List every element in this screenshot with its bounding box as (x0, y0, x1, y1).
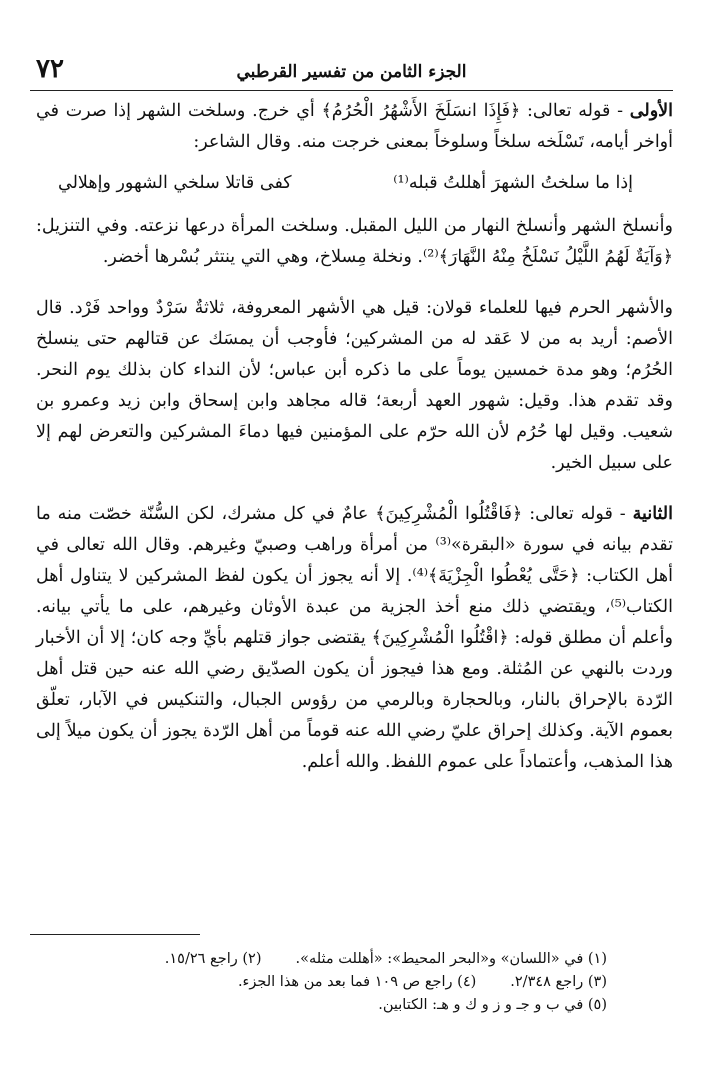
running-title: الجزء الثامن من تفسير القرطبي (236, 62, 467, 82)
paragraph-first (36, 96, 673, 158)
footnote-row (30, 948, 607, 971)
footnote-5: (٥) في ب و جـ و ز و ك و هـ: الكتابين. (378, 997, 607, 1013)
paragraph-fourth (36, 499, 673, 778)
verse-first-hemistich: إذا ما سلختُ الشهرَ أهللتُ قبله⁽¹⁾ (393, 173, 633, 193)
running-header (30, 54, 673, 91)
paragraph-second: وأنسلخ الشهر وأنسلخ النهار من الليل المقبل. وسلخت المرأة درعها نزعته. وفي التنزيل: ﴿وَآيَةٌ لَهُمُ اللَّيْلُ نَسْلَخُ مِنْهُ النَّهَارَ﴾⁽²⁾. ونخلة مِسلاخ، وهي التي ينتثر بُسْرها أخضر. (36, 216, 673, 267)
footnotes (30, 948, 607, 1017)
footnote-4: (٤) راجع ص ١٠٩ فما بعد من هذا الجزء. (237, 974, 477, 990)
footnote-3: (٣) راجع ٢/٣٤٨. (510, 974, 607, 990)
paragraph-lead: الثانية (632, 504, 673, 524)
verse-second-hemistich: كفى قاتلا سلخي الشهور وإهلالي (58, 173, 292, 193)
footnote-row (30, 994, 607, 1017)
poetry-verse (36, 158, 673, 211)
page-number: ٧٢ (36, 54, 64, 84)
main-text (36, 96, 673, 778)
paragraph-text: - قوله تعالى: ﴿فَإِذَا انسَلَخَ الأَشْهُرُ الْحُرُمُ﴾ أي خرج. وسلخت الشهر إذا صرت في أواخر أيامه، تَسْلَخه سلخاً وسلوخاً بمعنى خرجت منه. وقال الشاعر: (36, 101, 673, 152)
footnote-row (30, 971, 607, 994)
paragraph-text: - قوله تعالى: ﴿فَاقْتُلُوا الْمُشْرِكِينَ﴾ عامٌ في كل مشرك، لكن السُّنّة خصّت منه ما تقدم بيانه في سورة «البقرة»⁽³⁾ من أمرأة وراهب وصبيّ وغيرهم. وقال الله تعالى في أهل الكتاب: ﴿حَتَّى يُعْطُوا الْجِزْيَةَ﴾⁽⁴⁾. إلا أنه يجوز أن يكون لفظ المشركين لا يتناول أهل الكتاب⁽⁵⁾، ويقتضي ذلك منع أخذ الجزية من عبدة الأوثان وغيرهم، على ما يأتي بيانه. وأعلم أن مطلق قوله: ﴿اقْتُلُوا الْمُشْرِكِينَ﴾ يقتضى جواز قتلهم بأيِّ وجه كان؛ إلا أن الأخبار وردت بالنهي عن المُثلة. ومع هذا فيجوز أن يكون الصدّيق رضي الله عنه حين قتل أهل الرّدة بالإحراق بالنار، وبالحجارة وبالرمي من رؤوس الجبال، والتنكيس في الآبار، تعلّق بعموم الآية. وكذلك إحراق عليّ رضي الله عنه قوماً من أهل الرّدة يجوز أن يكون ميلاً إلى هذا المذهب، وأعتماداً على عموم اللفظ. والله أعلم. (36, 504, 674, 772)
footnote-1: (١) في «اللسان» و«البحر المحيط»: «أهللت مثله». (295, 951, 607, 967)
paragraph-third: والأشهر الحرم فيها للعلماء قولان: قيل هي الأشهر المعروفة، ثلاثةٌ سَرْدٌ وواحد فَرْد. قال الأصم: أريد به من لا عَقد له من المشركين؛ فأوجب أن يمسَك عن قتالهم حتى ينسلخ الحُرُم؛ وهو مدة خمسين يوماً على ما ذكره أبن عباس؛ لأن النداء كان بذلك يوم النحر. وقد تقدم هذا. وقيل: شهور العهد أربعة؛ قاله مجاهد وابن إسحاق وابن زيد وعمرو بن شعيب. وقيل لها حُرُم لأن الله حرّم على المؤمنين فيها دماءَ المشركين والتعرض لهم إلا على سبيل الخير. (36, 298, 673, 473)
paragraph-lead: الأولى (629, 101, 673, 121)
footnote-divider (30, 934, 200, 935)
footnote-2: (٢) راجع ١٥/٢٦. (164, 951, 262, 967)
